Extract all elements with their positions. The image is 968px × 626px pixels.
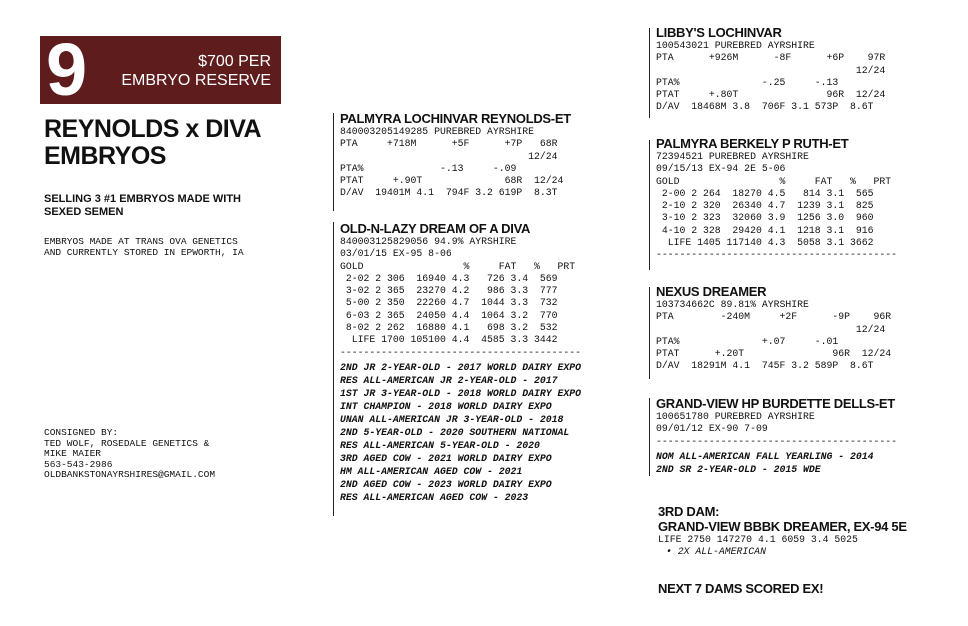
ruth-line: ----------------------------------------- xyxy=(656,249,898,261)
libby-line: PTA% -.25 -.13 xyxy=(656,76,839,88)
dam-line: 6-03 2 365 24050 4.4 1064 3.2 770 xyxy=(340,309,558,321)
sire-divider xyxy=(333,113,334,211)
ruth-line: LIFE 1405 117140 4.3 5058 3.1 3662 xyxy=(656,237,874,249)
third-dam-bullet: • 2X ALL-AMERICAN xyxy=(666,546,766,558)
selling-text xyxy=(44,193,274,219)
dam-award: 2ND AGED COW - 2023 WORLD DAIRY EXPO xyxy=(340,478,552,490)
selling-line-2: SEXED SEMEN xyxy=(44,206,124,218)
dam-award: UNAN ALL-AMERICAN JR 3-YEAR-OLD - 2018 xyxy=(340,413,564,425)
page-title xyxy=(44,116,314,170)
dam-award: RES ALL-AMERICAN JR 2-YEAR-OLD - 2017 xyxy=(340,374,558,386)
nexus-line: PTAT +.20T 96R 12/24 xyxy=(656,348,892,360)
nexus-divider xyxy=(649,287,650,379)
ruth-line: 3-10 2 323 32060 3.9 1256 3.0 960 xyxy=(656,212,874,224)
dam-award: 2ND 5-YEAR-OLD - 2020 SOUTHERN NATIONAL xyxy=(340,426,570,438)
dam-block xyxy=(340,221,581,504)
embryo-note xyxy=(44,237,304,258)
nexus-line: 12/24 xyxy=(656,323,886,335)
lot-price xyxy=(121,52,271,90)
dam-line: LIFE 1700 105100 4.4 4585 3.3 3442 xyxy=(340,334,558,346)
libby-block xyxy=(656,25,885,114)
ruth-line: 72394521 PUREBRED AYRSHIRE xyxy=(656,151,809,162)
sire-line: PTAT +.90T 68R 12/24 xyxy=(340,175,564,187)
ruth-divider xyxy=(649,140,650,270)
dam-line: 03/01/15 EX-95 8-06 xyxy=(340,248,452,260)
nexus-block xyxy=(656,284,891,373)
nexus-line: PTA -240M +2F -9P 96R xyxy=(656,311,892,323)
sire-name: PALMYRA LOCHINVAR REYNOLDS-ET xyxy=(340,111,571,126)
consigned-phone: 563-543-2986 xyxy=(44,458,113,470)
dam-award: HM ALL-AMERICAN AGED COW - 2021 xyxy=(340,465,523,477)
third-dam-label: 3RD DAM: xyxy=(658,504,720,519)
title-line-1: REYNOLDS x DIVA xyxy=(44,115,262,143)
selling-line-1: SELLING 3 #1 EMBRYOS MADE WITH xyxy=(44,193,242,205)
burdette-name: GRAND-VIEW HP BURDETTE DELLS-ET xyxy=(656,396,895,411)
nexus-line: D/AV 18291M 4.1 745F 3.2 589P 8.6T xyxy=(656,360,874,372)
dam-line: 2-02 2 306 16940 4.3 726 3.4 569 xyxy=(340,272,558,284)
libby-name: LIBBY'S LOCHINVAR xyxy=(656,25,782,40)
ruth-line: 2-00 2 264 18270 4.5 814 3.1 565 xyxy=(656,187,874,199)
dam-divider xyxy=(333,222,334,516)
libby-line: D/AV 18468M 3.8 706F 3.1 573P 8.6T xyxy=(656,101,874,113)
sire-line: 840003205149285 PUREBRED AYRSHIRE xyxy=(340,126,535,137)
ruth-line: GOLD % FAT % PRT xyxy=(656,175,892,187)
dam-award: 3RD AGED COW - 2021 WORLD DAIRY EXPO xyxy=(340,452,552,464)
price-line-1: $700 PER xyxy=(198,53,271,70)
lot-number: 9 xyxy=(46,28,88,111)
libby-divider xyxy=(649,28,650,118)
consigned-label: CONSIGNED BY: xyxy=(44,427,119,438)
dam-award: 2ND JR 2-YEAR-OLD - 2017 WORLD DAIRY EXPO xyxy=(340,361,582,373)
third-dam-life: LIFE 2750 147270 4.1 6059 3.4 5025 xyxy=(658,534,858,545)
burdette-divider xyxy=(649,398,650,476)
nexus-line: PTA% +.07 -.01 xyxy=(656,335,839,347)
embryo-note-line-1: EMBRYOS MADE AT TRANS OVA GENETICS xyxy=(44,236,238,247)
price-line-2: EMBRYO RESERVE xyxy=(121,72,271,89)
embryo-note-line-2: AND CURRENTLY STORED IN EPWORTH, IA xyxy=(44,246,244,258)
ruth-block xyxy=(656,136,897,262)
libby-line: 100543021 PUREBRED AYRSHIRE xyxy=(656,40,815,51)
nexus-name: NEXUS DREAMER xyxy=(656,284,767,299)
ruth-line: 2-10 2 320 26340 4.7 1239 3.1 825 xyxy=(656,200,874,212)
burdette-line: ----------------------------------------- xyxy=(656,435,898,447)
sire-line: PTA +718M +5F +7P 68R xyxy=(340,138,558,150)
nexus-line: 103734662C 89.81% AYRSHIRE xyxy=(656,299,809,310)
sire-block xyxy=(340,111,571,200)
libby-line: 12/24 xyxy=(656,64,886,76)
ruth-name: PALMYRA BERKELY P RUTH-ET xyxy=(656,136,849,151)
burdette-line: 09/01/12 EX-90 7-09 xyxy=(656,423,768,435)
dam-award: 1ST JR 3-YEAR-OLD - 2018 WORLD DAIRY EXPO xyxy=(340,387,582,399)
title-line-2: EMBRYOS xyxy=(44,142,166,170)
ruth-line: 09/15/13 EX-94 2E 5-06 xyxy=(656,163,786,175)
lot-number-box xyxy=(40,28,281,111)
burdette-line: 100651780 PUREBRED AYRSHIRE xyxy=(656,411,815,422)
dam-line: 5-00 2 350 22260 4.7 1044 3.3 732 xyxy=(340,297,558,309)
next-dams-note: NEXT 7 DAMS SCORED EX! xyxy=(658,581,824,596)
third-dam-block xyxy=(658,504,907,559)
ruth-line: 4-10 2 328 29420 4.1 1218 3.1 916 xyxy=(656,224,874,236)
dam-award: INT CHAMPION - 2018 WORLD DAIRY EXPO xyxy=(340,400,552,412)
dam-line: 8-02 2 262 16880 4.1 698 3.2 532 xyxy=(340,322,558,334)
dam-line: GOLD % FAT % PRT xyxy=(340,260,576,272)
consigned-line-2: MIKE MAIER xyxy=(44,448,102,459)
sire-line: PTA% -.13 -.09 xyxy=(340,162,517,174)
consigned-line-1: TED WOLF, ROSEDALE GENETICS & xyxy=(44,437,210,449)
consigned-by xyxy=(44,428,304,481)
burdette-award: NOM ALL-AMERICAN FALL YEARLING - 2014 xyxy=(656,450,874,462)
dam-line: 840003125829056 94.9% AYRSHIRE xyxy=(340,236,517,247)
dam-award: RES ALL-AMERICAN AGED COW - 2023 xyxy=(340,491,529,503)
burdette-block xyxy=(656,396,897,476)
libby-line: PTAT +.80T 96R 12/24 xyxy=(656,89,886,101)
sire-line: 12/24 xyxy=(340,150,558,162)
consigned-email: OLDBANKSTONAYRSHIRES@GMAIL.COM xyxy=(44,469,216,480)
burdette-award: 2ND SR 2-YEAR-OLD - 2015 WDE xyxy=(656,463,821,475)
dam-line: 3-02 2 365 23270 4.2 986 3.3 777 xyxy=(340,285,558,297)
sire-line: D/AV 19401M 4.1 794F 3.2 619P 8.3T xyxy=(340,187,558,199)
libby-line: PTA +926M -8F +6P 97R xyxy=(656,52,886,64)
dam-award: RES ALL-AMERICAN 5-YEAR-OLD - 2020 xyxy=(340,439,540,451)
dam-name: OLD-N-LAZY DREAM OF A DIVA xyxy=(340,221,531,236)
dam-line: ----------------------------------------- xyxy=(340,346,582,358)
third-dam-name: GRAND-VIEW BBBK DREAMER, EX-94 5E xyxy=(658,519,907,534)
